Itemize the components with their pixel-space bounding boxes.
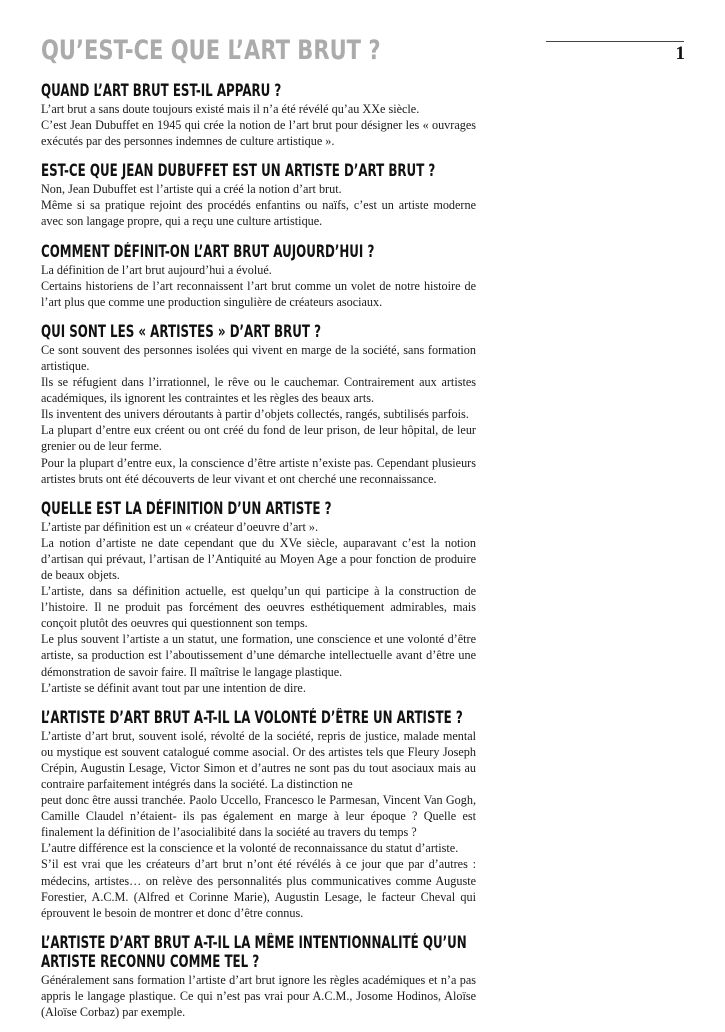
- paragraph: Ce sont souvent des personnes isolées qui vivent en marge de la société, sans formation artistique.: [41, 342, 476, 373]
- paragraph: L’art brut a sans doute toujours existé mais il n’a été révélé qu’au XXe siècle.: [41, 102, 420, 116]
- paragraph: Ils inventent des univers déroutants à partir d’objets collectés, rangés, subtilisés parfois.: [41, 407, 469, 422]
- paragraph: Même si sa pratique rejoint des procédés enfantins ou naïfs, c’est un artiste moderne avec son langage propre, qui a reçu une culture artistique.: [41, 198, 476, 229]
- section-artist-definition: [41, 499, 476, 696]
- paragraph: Non, Jean Dubuffet est l’artiste qui a créé la notion d’art brut.: [41, 182, 342, 197]
- section-heading: QUI SONT LES « ARTISTES » D’ART BRUT ?: [41, 321, 321, 341]
- paragraph: La plupart d’entre eux créent ou ont créé du fond de leur prison, de leur hôpital, de leur grenier ou de leur ferme.: [41, 423, 476, 454]
- page-title: QU’EST-CE QUE L’ART BRUT ?: [41, 35, 381, 66]
- section-heading: QUAND L’ART BRUT EST-IL APPARU ?: [41, 81, 282, 100]
- header-rule: [546, 41, 684, 42]
- section-artist-will: [41, 708, 476, 921]
- section-intentionality: [41, 933, 476, 1020]
- paragraph: Généralement sans formation l’artiste d’art brut ignore les règles académiques et n’a pas appris le langage plastique. Ce qui n’est pas vrai pour A.C.M., Josome Hodinos, Aloïse (Aloïse Corbaz) par exemple.: [41, 972, 476, 1020]
- paragraph: L’artiste d’art brut, souvent isolé, révolté de la société, repris de justice, malade mental ou mystique est souvent catalogué comme asocial. Or des artistes tels que Fleury Joseph Crépin, Augustin Lesage, Victor Simon et d’autres ne sont pas du tout asociaux mais au contraire parfaitement intégrés dans la société. La distinction ne: [41, 728, 476, 791]
- paragraph: L’autre différence est la conscience et la volonté de reconnaissance du statut d’artiste.: [41, 841, 459, 856]
- paragraph: peut donc être aussi tranchée. Paolo Uccello, Francesco le Parmesan, Vincent Van Gogh, Camille Claudel n’étaient- ils pas également en marge à leur époque ? Quelle est finalement la définition de l’asocialibité dans la société au travers du temps ?: [41, 793, 476, 840]
- section-definition-today: [41, 242, 476, 310]
- section-heading: COMMENT DÉFINIT-ON L’ART BRUT AUJOURD’HUI ?: [41, 241, 375, 261]
- paragraph: L’artiste se définit avant tout par une intention de dire.: [41, 680, 306, 695]
- page-number: 1: [675, 43, 685, 64]
- paragraph: C’est Jean Dubuffet en 1945 qui crée la notion de l’art brut pour désigner les « ouvrages exécutés par des personnes indemnes de culture artistique ».: [41, 118, 476, 149]
- section-heading: EST-CE QUE JEAN DUBUFFET EST UN ARTISTE D’ART BRUT ?: [41, 161, 436, 181]
- section-heading: QUELLE EST LA DÉFINITION D’UN ARTISTE ?: [41, 498, 332, 518]
- paragraph: Pour la plupart d’entre eux, la conscience d’être artiste n’existe pas. Cependant plusieurs artistes bruts ont été découverts de leur vivant et ont cherché une reconnaissance.: [41, 455, 476, 486]
- paragraph: Ils se réfugient dans l’irrationnel, le rêve ou le cauchemar. Contrairement aux artistes académiques, ils ignorent les contraintes et les règles des beaux arts.: [41, 375, 476, 406]
- paragraph: La notion d’artiste ne date cependant que du XVe siècle, auparavant c’est la notion d’artisan qui prévaut, l’artisan de l’Antiquité au Moyen Age a pour fonction de produire de beaux objets.: [41, 535, 476, 582]
- document-body: [41, 81, 476, 1032]
- paragraph: La définition de l’art brut aujourd’hui a évolué.: [41, 262, 272, 277]
- section-who-are-artists: [41, 322, 476, 487]
- section-jean-dubuffet: [41, 161, 476, 229]
- paragraph: Certains historiens de l’art reconnaissent l’art brut comme un volet de notre histoire de l’art plus que comme une production singulière de créateurs asociaux.: [41, 278, 476, 309]
- paragraph: S’il est vrai que les créateurs d’art brut n’ont été révélés à ce jour que par d’autres : médecins, artistes… on relève des personnalités plus communicatives comme Auguste Forestier, A.C.M. (Alfred et Corinne Marie), Augustin Lesage, le facteur Cheval qui éprouvent le besoin de montrer et donc d’être connus.: [41, 857, 476, 920]
- paragraph: Le plus souvent l’artiste a un statut, une formation, une conscience et une volonté d’être artiste, sa production est l’aboutissement d’une démarche intellectuelle avant d’être une démonstration de savoir faire. Il maîtrise le langage plastique.: [41, 632, 476, 679]
- section-heading: L’ARTISTE D’ART BRUT A-T-IL LA VOLONTÉ D’ÊTRE UN ARTISTE ?: [41, 707, 463, 727]
- section-heading: L’ARTISTE D’ART BRUT A-T-IL LA MÊME INTENTIONNALITÉ QU’UN ARTISTE RECONNU COMME TEL ?: [41, 932, 467, 971]
- section-art-brut-origin: [41, 81, 476, 149]
- paragraph: L’artiste par définition est un « créateur d’oeuvre d’art ».: [41, 519, 319, 534]
- paragraph: L’artiste, dans sa définition actuelle, est quelqu’un qui participe à la construction de l’histoire. Il ne produit pas forcément des oeuvres esthétiquement admirables, mais conçoit plutôt des oeuvres qui questionnent son temps.: [41, 584, 476, 631]
